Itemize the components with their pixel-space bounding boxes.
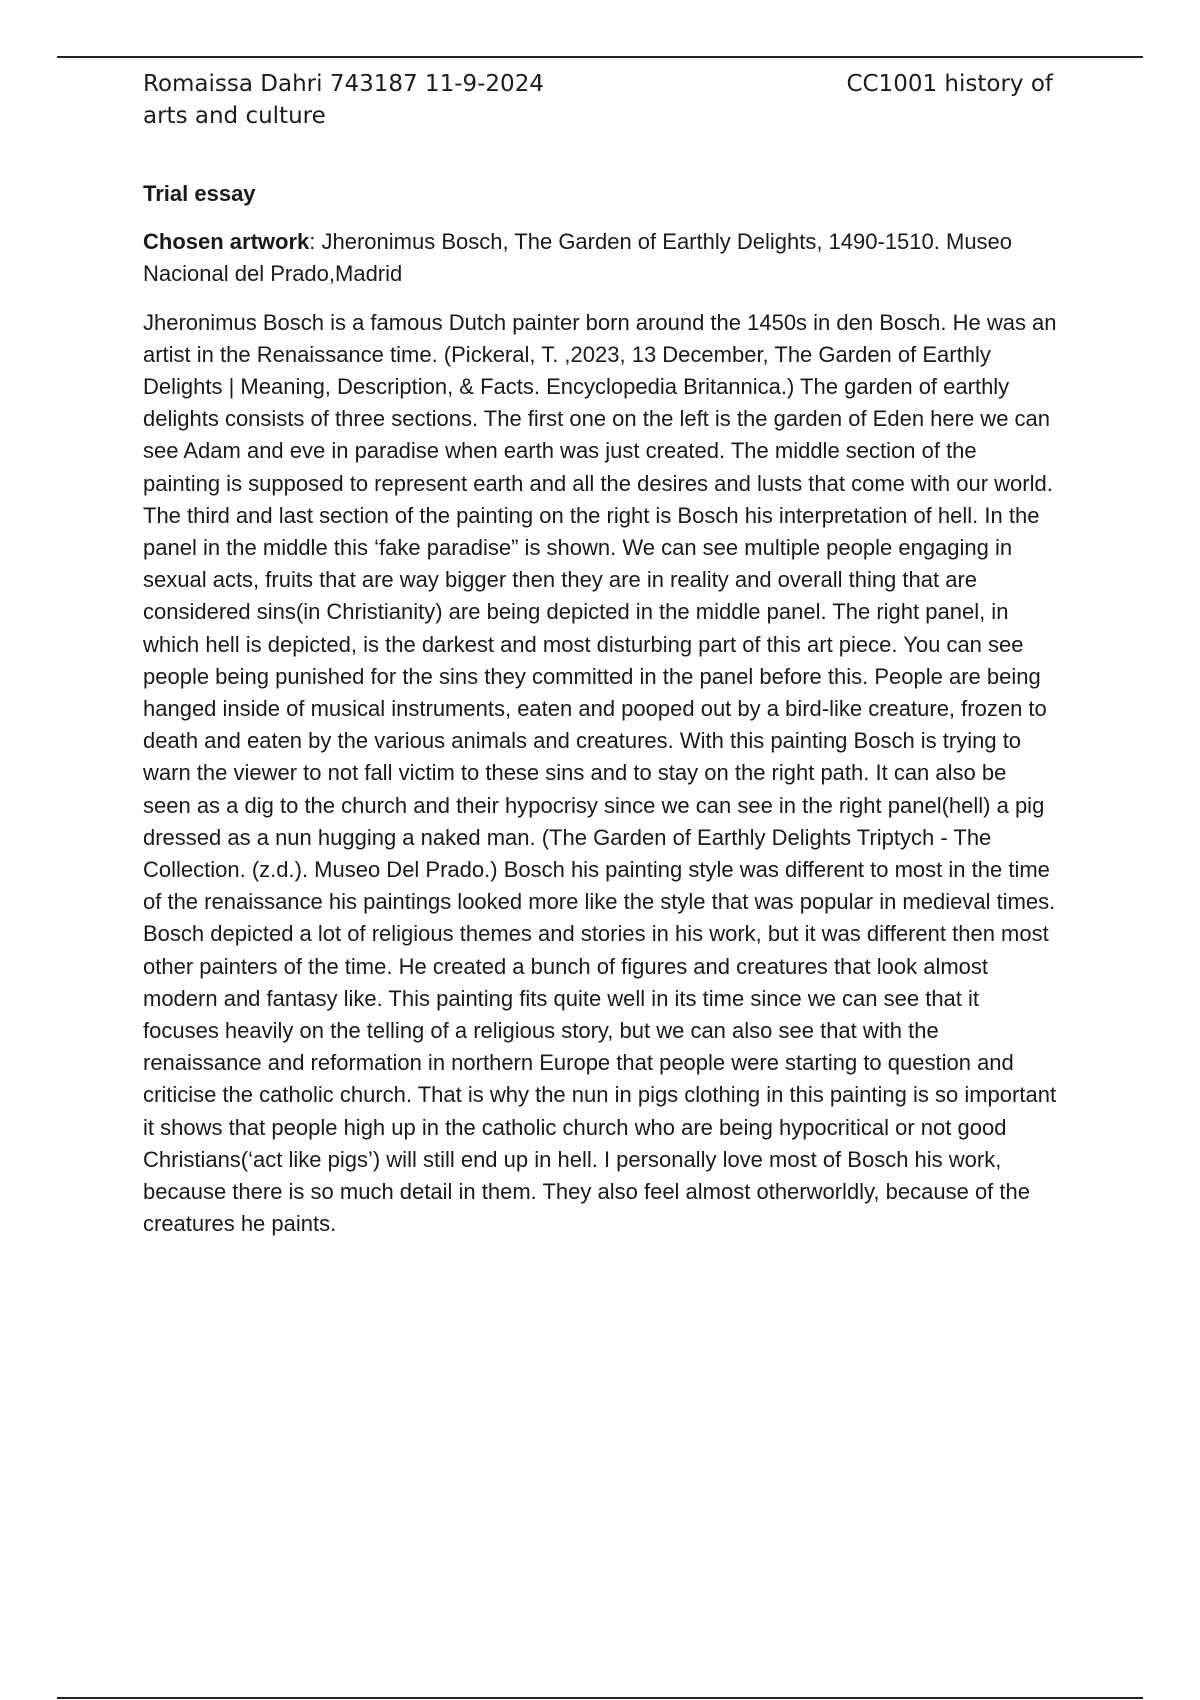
header-rule [57, 56, 1143, 58]
course-name-continuation: arts and culture [143, 103, 326, 129]
essay-body: Jheronimus Bosch is a famous Dutch painter born around the 1450s in den Bosch. He was an artist in the Renaissance time. (Pickeral, T. ,2023, 13 December, The Garden of Earthly Delights | Meaning, Description, & Facts. Encyclopedia Britannica.) The garden of earthly delights consists of three sections. The first one on the left is the garden of Eden here we can see Adam and eve in paradise when earth was just created. The middle section of the painting is supposed to represent earth and all the desires and lusts that come with our world. The third and last section of the painting on the right is Bosch his interpretation of hell. In the panel in the middle this ‘fake paradise” is shown. We can see multiple people engaging in sexual acts, fruits that are way bigger then they are in reality and overall thing that are considered sins(in Christianity) are being depicted in the middle panel. The right panel, in which hell is depicted, is the darkest and most disturbing part of this art piece. You can see people being punished for the sins they committed in the panel before this. People are being hanged inside of musical instruments, eaten and pooped out by a bird-like creature, frozen to death and eaten by the various animals and creatures. With this painting Bosch is trying to warn the viewer to not fall victim to these sins and to stay on the right path. It can also be seen as a dig to the church and their hypocrisy since we can see in the right panel(hell) a pig dressed as a nun hugging a naked man. (The Garden of Earthly Delights Triptych - The Collection. (z.d.). Museo Del Prado.) Bosch his painting style was different to most in the time of the renaissance his paintings looked more like the style that was popular in medieval times. Bosch depicted a lot of religious themes and stories in his work, but it was different then most other painters of the time. He created a bunch of figures and creatures that look almost modern and fantasy like. This painting fits quite well in its time since we can see that it focuses heavily on the telling of a religious story, but we can also see that with the renaissance and reformation in northern Europe that people were starting to question and criticise the catholic church. That is why the nun in pigs clothing in this painting is so important it shows that people high up in the catholic church who are being hypocritical or not good Christians(‘act like pigs’) will still end up in hell. I personally love most of Bosch his work, because there is so much detail in them. They also feel almost otherworldly, because of the creatures he paints. [143, 309, 1057, 1237]
page-header [143, 68, 1053, 132]
essay-content [143, 178, 1058, 1241]
chosen-artwork [143, 226, 1058, 290]
footer-rule [57, 1697, 1143, 1699]
chosen-artwork-value: : Jheronimus Bosch, The Garden of Earthly Delights, 1490-1510. Museo Nacional del Prado,Madrid [143, 229, 1013, 287]
course-code: CC1001 history of [846, 71, 1053, 97]
essay-title: Trial essay [143, 181, 256, 206]
author-info: Romaissa Dahri 743187 11-9-2024 [143, 71, 544, 97]
chosen-artwork-label: Chosen artwork [143, 229, 310, 255]
